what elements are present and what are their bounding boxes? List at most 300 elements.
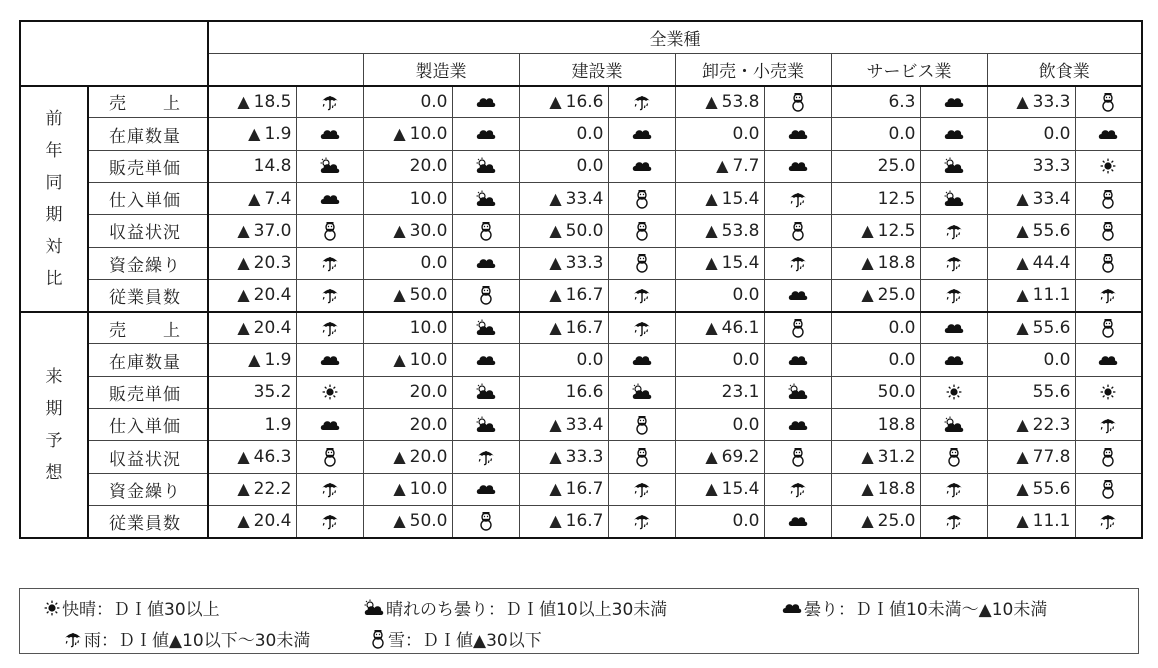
cloud-icon xyxy=(788,127,808,141)
section-label-char: 比 xyxy=(45,268,63,289)
blank-all-header xyxy=(208,53,363,85)
negative-triangle: ▲ xyxy=(549,318,562,338)
weather-cell xyxy=(452,376,519,408)
snowman-icon xyxy=(634,221,650,241)
weather-cell xyxy=(296,215,363,247)
legend-text: 曇り：ＤＩ値10未満～▲10未満 xyxy=(804,600,1048,620)
legend-item xyxy=(370,626,542,651)
weather-cell xyxy=(764,441,831,473)
weather-cell xyxy=(296,376,363,408)
negative-triangle: ▲ xyxy=(237,253,250,273)
di-value xyxy=(519,215,608,247)
weather-cell xyxy=(608,473,675,505)
di-value xyxy=(363,247,452,279)
di-number: 20.0 xyxy=(409,447,448,467)
di-value xyxy=(208,247,296,279)
umbrella-icon xyxy=(633,286,651,304)
di-value xyxy=(987,182,1075,214)
di-number: 7.4 xyxy=(264,188,292,209)
di-value xyxy=(675,247,764,279)
weather-cell xyxy=(452,182,519,214)
snowman-icon xyxy=(478,285,494,305)
di-number: 0.0 xyxy=(888,350,916,371)
section-label-char: 同 xyxy=(45,172,63,193)
negative-triangle: ▲ xyxy=(861,220,874,240)
sun-icon xyxy=(1100,384,1116,400)
industry-header: 飲食業 xyxy=(987,53,1142,85)
di-number: 25.0 xyxy=(877,285,916,306)
di-number: 10.0 xyxy=(409,124,448,145)
snowman-icon xyxy=(1100,318,1116,338)
negative-triangle: ▲ xyxy=(237,479,250,499)
di-number: 23.1 xyxy=(721,382,760,403)
negative-triangle: ▲ xyxy=(861,285,874,305)
weather-cell xyxy=(452,344,519,376)
weather-cell xyxy=(920,150,987,182)
weather-cell xyxy=(1075,215,1142,247)
di-value xyxy=(519,473,608,505)
industry-header: 製造業 xyxy=(363,53,519,85)
weather-cell xyxy=(296,441,363,473)
cloud-icon xyxy=(476,482,496,496)
di-value xyxy=(675,441,764,473)
di-value xyxy=(987,441,1075,473)
industry-header: 卸売・小売業 xyxy=(675,53,831,85)
negative-triangle: ▲ xyxy=(549,479,562,499)
weather-cell xyxy=(608,376,675,408)
cloud-icon xyxy=(944,353,964,367)
di-value xyxy=(675,376,764,408)
cloud-icon xyxy=(476,353,496,367)
sun-icon xyxy=(44,600,60,616)
di-number: 46.1 xyxy=(721,318,760,339)
umbrella-icon xyxy=(633,93,651,111)
negative-triangle: ▲ xyxy=(705,253,718,273)
weather-cell xyxy=(920,312,987,344)
sun-cloud-icon xyxy=(476,190,496,208)
di-number: 30.0 xyxy=(409,220,448,241)
weather-cell xyxy=(1075,441,1142,473)
umbrella-icon xyxy=(789,254,807,272)
negative-triangle: ▲ xyxy=(237,318,250,338)
negative-triangle: ▲ xyxy=(393,285,406,305)
di-number: 33.4 xyxy=(565,414,604,435)
di-number: 55.6 xyxy=(1032,318,1071,339)
di-value xyxy=(831,473,920,505)
umbrella-icon xyxy=(633,512,651,530)
di-value xyxy=(208,86,296,118)
di-value xyxy=(519,441,608,473)
weather-cell xyxy=(452,279,519,311)
weather-cell xyxy=(1075,247,1142,279)
negative-triangle: ▲ xyxy=(549,91,562,111)
negative-triangle: ▲ xyxy=(549,447,562,466)
weather-cell xyxy=(764,279,831,311)
negative-triangle: ▲ xyxy=(237,220,250,240)
snowman-icon xyxy=(790,447,806,467)
di-number: 53.8 xyxy=(721,91,760,112)
weather-cell xyxy=(920,376,987,408)
di-number: 50.0 xyxy=(409,285,448,306)
di-number: 15.4 xyxy=(721,479,760,500)
di-value xyxy=(208,441,296,473)
weather-cell xyxy=(1075,505,1142,537)
di-number: 6.3 xyxy=(888,91,916,112)
di-value xyxy=(831,376,920,408)
di-value xyxy=(363,150,452,182)
di-value xyxy=(519,505,608,537)
di-number: 0.0 xyxy=(888,124,916,145)
di-value xyxy=(675,473,764,505)
negative-triangle: ▲ xyxy=(861,479,874,499)
weather-cell xyxy=(764,118,831,150)
all-industries-header: 全業種 xyxy=(208,21,1142,53)
weather-cell xyxy=(296,473,363,505)
cloud-icon xyxy=(788,159,808,173)
negative-triangle: ▲ xyxy=(1016,318,1029,338)
umbrella-icon xyxy=(945,254,963,272)
section-label-char: 予 xyxy=(45,430,63,451)
legend-text: 快晴：ＤＩ値30以上 xyxy=(62,600,220,620)
legend-text: 雨：ＤＩ値▲10以下～30未満 xyxy=(84,631,311,651)
di-value xyxy=(831,118,920,150)
row-label: 資金繰り xyxy=(88,247,208,279)
di-value xyxy=(519,182,608,214)
di-value xyxy=(675,344,764,376)
umbrella-icon xyxy=(1099,286,1117,304)
weather-cell xyxy=(1075,376,1142,408)
di-number: 1.9 xyxy=(264,350,292,371)
weather-cell xyxy=(296,312,363,344)
negative-triangle: ▲ xyxy=(248,350,261,370)
di-number: 11.1 xyxy=(1032,285,1071,306)
negative-triangle: ▲ xyxy=(1016,220,1029,240)
weather-cell xyxy=(608,182,675,214)
negative-triangle: ▲ xyxy=(705,220,718,240)
umbrella-icon xyxy=(789,480,807,498)
di-number: 55.6 xyxy=(1032,479,1071,500)
section-label-char: 来 xyxy=(45,366,63,387)
weather-cell xyxy=(1075,86,1142,118)
di-number: 10.0 xyxy=(409,188,448,209)
di-number: 37.0 xyxy=(253,220,292,241)
umbrella-icon xyxy=(945,512,963,530)
di-number: 11.1 xyxy=(1032,511,1071,532)
weather-cell xyxy=(452,312,519,344)
di-number: 16.6 xyxy=(565,91,604,112)
weather-cell xyxy=(296,150,363,182)
weather-cell xyxy=(764,505,831,537)
di-number: 16.7 xyxy=(565,479,604,500)
negative-triangle: ▲ xyxy=(716,156,729,176)
negative-triangle: ▲ xyxy=(549,511,562,531)
row-label: 従業員数 xyxy=(88,279,208,311)
umbrella-icon xyxy=(321,480,339,498)
di-number: 53.8 xyxy=(721,220,760,241)
umbrella-icon xyxy=(321,93,339,111)
di-value xyxy=(363,279,452,311)
di-value xyxy=(987,279,1075,311)
weather-cell xyxy=(608,86,675,118)
weather-cell xyxy=(920,215,987,247)
negative-triangle: ▲ xyxy=(237,91,250,111)
section-label xyxy=(20,312,88,538)
di-number: 0.0 xyxy=(732,414,760,435)
di-number: 15.4 xyxy=(721,188,760,209)
legend xyxy=(19,588,1139,654)
section-label xyxy=(20,86,88,312)
negative-triangle: ▲ xyxy=(549,414,562,434)
di-number: 0.0 xyxy=(732,124,760,145)
di-value xyxy=(987,505,1075,537)
di-value xyxy=(987,118,1075,150)
di-number: 0.0 xyxy=(576,124,604,145)
section-label-char: 期 xyxy=(45,204,63,225)
di-number: 20.4 xyxy=(253,285,292,306)
weather-cell xyxy=(1075,182,1142,214)
cloud-icon xyxy=(944,321,964,335)
di-number: 10.0 xyxy=(409,318,448,339)
weather-cell xyxy=(452,505,519,537)
umbrella-icon xyxy=(477,448,495,466)
weather-cell xyxy=(920,118,987,150)
di-value xyxy=(831,86,920,118)
negative-triangle: ▲ xyxy=(705,318,718,338)
di-value xyxy=(363,473,452,505)
umbrella-icon xyxy=(945,286,963,304)
weather-cell xyxy=(296,505,363,537)
di-value xyxy=(831,409,920,441)
weather-cell xyxy=(764,409,831,441)
di-number: 33.3 xyxy=(1032,156,1071,177)
di-value xyxy=(519,409,608,441)
snowman-icon xyxy=(370,629,386,649)
row-label: 在庫数量 xyxy=(88,344,208,376)
negative-triangle: ▲ xyxy=(861,511,874,531)
cloud-icon xyxy=(788,514,808,528)
negative-triangle: ▲ xyxy=(393,350,406,370)
di-value xyxy=(208,279,296,311)
negative-triangle: ▲ xyxy=(1016,253,1029,273)
negative-triangle: ▲ xyxy=(237,285,250,305)
umbrella-icon xyxy=(1099,416,1117,434)
row-label: 仕入単価 xyxy=(88,182,208,214)
weather-cell xyxy=(764,215,831,247)
weather-cell xyxy=(920,247,987,279)
di-number: 33.3 xyxy=(565,447,604,467)
weather-cell xyxy=(296,344,363,376)
weather-cell xyxy=(608,247,675,279)
legend-text: 雪：ＤＩ値▲30以下 xyxy=(388,631,542,651)
negative-triangle: ▲ xyxy=(1016,511,1029,531)
negative-triangle: ▲ xyxy=(248,124,261,144)
weather-cell xyxy=(764,312,831,344)
umbrella-icon xyxy=(1099,512,1117,530)
umbrella-icon xyxy=(789,190,807,208)
di-number: 25.0 xyxy=(877,511,916,532)
di-number: 50.0 xyxy=(409,511,448,532)
di-number: 46.3 xyxy=(253,447,292,467)
row-label: 売 上 xyxy=(88,86,208,118)
di-number: 20.0 xyxy=(409,156,448,177)
di-number: 33.4 xyxy=(565,188,604,209)
di-value xyxy=(831,312,920,344)
negative-triangle: ▲ xyxy=(861,253,874,273)
di-number: 12.5 xyxy=(877,220,916,241)
di-value xyxy=(519,118,608,150)
snowman-icon xyxy=(634,415,650,435)
weather-cell xyxy=(920,409,987,441)
di-number: 20.3 xyxy=(253,253,292,274)
cloud-icon xyxy=(320,418,340,432)
umbrella-icon xyxy=(321,319,339,337)
sun-cloud-icon xyxy=(944,190,964,208)
weather-cell xyxy=(1075,279,1142,311)
negative-triangle: ▲ xyxy=(549,253,562,273)
negative-triangle: ▲ xyxy=(705,447,718,466)
weather-cell xyxy=(452,215,519,247)
weather-cell xyxy=(1075,409,1142,441)
cloud-icon xyxy=(788,288,808,302)
di-value xyxy=(987,344,1075,376)
negative-triangle: ▲ xyxy=(1016,91,1029,111)
di-number: 16.7 xyxy=(565,511,604,532)
di-value xyxy=(675,118,764,150)
negative-triangle: ▲ xyxy=(705,91,718,111)
di-number: 15.4 xyxy=(721,253,760,274)
row-label: 収益状況 xyxy=(88,215,208,247)
di-value xyxy=(675,312,764,344)
di-value xyxy=(363,441,452,473)
di-number: 1.9 xyxy=(264,124,292,145)
weather-cell xyxy=(608,441,675,473)
di-number: 14.8 xyxy=(253,156,292,177)
umbrella-icon xyxy=(633,319,651,337)
di-weather-table xyxy=(19,20,1143,539)
corner-cell xyxy=(20,21,208,86)
negative-triangle: ▲ xyxy=(237,447,250,466)
di-value xyxy=(363,344,452,376)
sun-cloud-icon xyxy=(788,383,808,401)
di-value xyxy=(987,150,1075,182)
weather-cell xyxy=(608,279,675,311)
section-label-char: 期 xyxy=(45,398,63,419)
legend-text: 晴れのち曇り：ＤＩ値10以上30未満 xyxy=(386,600,668,620)
di-value xyxy=(363,505,452,537)
snowman-icon xyxy=(322,221,338,241)
cloud-icon xyxy=(1098,353,1118,367)
cloud-icon xyxy=(320,353,340,367)
di-value xyxy=(208,215,296,247)
di-value xyxy=(208,182,296,214)
di-value xyxy=(675,409,764,441)
di-number: 50.0 xyxy=(565,220,604,241)
di-value xyxy=(519,312,608,344)
cloud-icon xyxy=(320,192,340,206)
di-number: 33.3 xyxy=(1032,91,1071,112)
weather-cell xyxy=(764,86,831,118)
di-value xyxy=(363,312,452,344)
di-value xyxy=(831,150,920,182)
weather-cell xyxy=(296,182,363,214)
di-value xyxy=(987,215,1075,247)
di-number: 0.0 xyxy=(1043,124,1071,145)
cloud-icon xyxy=(788,418,808,432)
sun-cloud-icon xyxy=(944,416,964,434)
di-value xyxy=(363,182,452,214)
di-value xyxy=(831,215,920,247)
negative-triangle: ▲ xyxy=(393,511,406,531)
di-number: 22.2 xyxy=(253,479,292,500)
industry-header: サービス業 xyxy=(831,53,987,85)
di-number: 35.2 xyxy=(253,382,292,403)
umbrella-icon xyxy=(945,480,963,498)
di-value xyxy=(675,86,764,118)
di-value xyxy=(208,150,296,182)
di-value xyxy=(831,247,920,279)
negative-triangle: ▲ xyxy=(237,511,250,531)
sun-cloud-icon xyxy=(320,157,340,175)
di-number: 31.2 xyxy=(877,447,916,467)
section-label-char: 年 xyxy=(45,140,63,161)
legend-item xyxy=(44,595,220,620)
snowman-icon xyxy=(634,253,650,273)
snowman-icon xyxy=(1100,253,1116,273)
weather-cell xyxy=(296,409,363,441)
di-number: 1.9 xyxy=(264,414,292,435)
snowman-icon xyxy=(478,221,494,241)
snowman-icon xyxy=(634,447,650,467)
di-value xyxy=(987,312,1075,344)
di-value xyxy=(208,312,296,344)
sun-cloud-icon xyxy=(476,319,496,337)
di-number: 10.0 xyxy=(409,350,448,371)
weather-cell xyxy=(1075,473,1142,505)
snowman-icon xyxy=(790,92,806,112)
cloud-icon xyxy=(782,601,802,615)
umbrella-icon xyxy=(321,286,339,304)
di-number: 0.0 xyxy=(420,91,448,112)
di-value xyxy=(519,247,608,279)
cloud-icon xyxy=(1098,127,1118,141)
di-number: 20.4 xyxy=(253,511,292,532)
weather-cell xyxy=(1075,344,1142,376)
negative-triangle: ▲ xyxy=(549,285,562,305)
weather-cell xyxy=(1075,150,1142,182)
di-value xyxy=(675,505,764,537)
sun-icon xyxy=(1100,158,1116,174)
row-label: 収益状況 xyxy=(88,441,208,473)
weather-cell xyxy=(608,344,675,376)
section-label-char: 前 xyxy=(45,108,63,129)
negative-triangle: ▲ xyxy=(1016,188,1029,208)
section-label-char: 対 xyxy=(45,236,63,257)
snowman-icon xyxy=(1100,221,1116,241)
weather-cell xyxy=(452,150,519,182)
weather-cell xyxy=(452,441,519,473)
negative-triangle: ▲ xyxy=(705,188,718,208)
row-label: 販売単価 xyxy=(88,376,208,408)
weather-cell xyxy=(608,215,675,247)
di-number: 10.0 xyxy=(409,479,448,500)
weather-cell xyxy=(920,344,987,376)
row-label: 資金繰り xyxy=(88,473,208,505)
di-value xyxy=(987,473,1075,505)
cloud-icon xyxy=(320,127,340,141)
snowman-icon xyxy=(790,221,806,241)
legend-item xyxy=(782,595,1047,620)
di-value xyxy=(675,279,764,311)
